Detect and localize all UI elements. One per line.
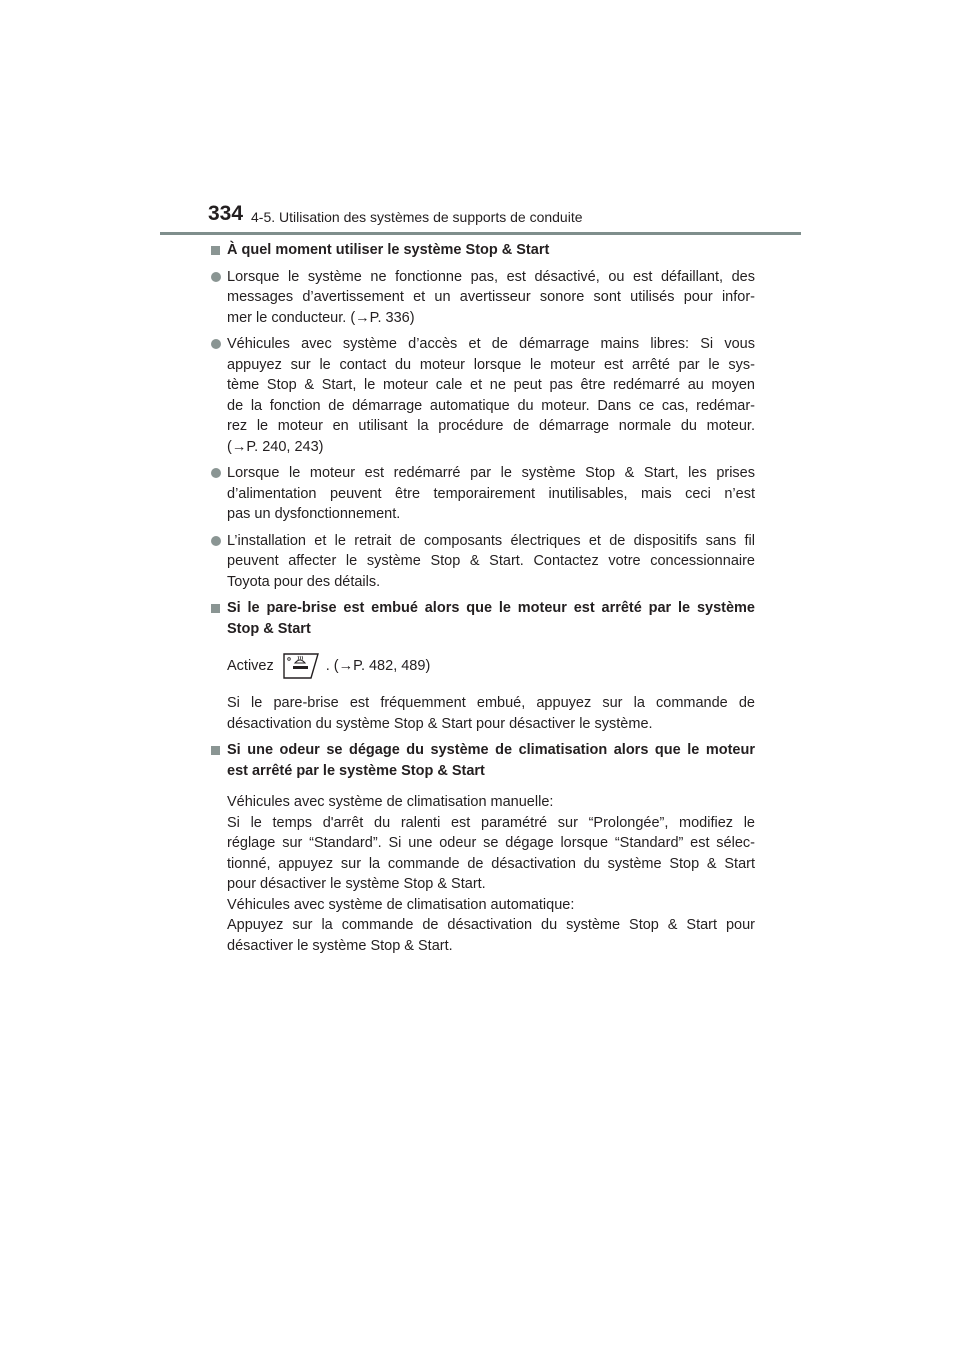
front-defroster-icon [282, 652, 320, 680]
section-heading [210, 740, 755, 781]
section-title: est arrêté par le système Stop & Start [227, 762, 485, 779]
text-line: (→P. 240, 243) [227, 438, 324, 455]
paragraph [210, 792, 755, 956]
page-content [210, 240, 755, 962]
section-heading [210, 240, 755, 261]
text-line: messages d’avertissement et un avertisseur sonore sont utilisés pour infor- [227, 289, 755, 305]
square-bullet-icon [211, 246, 220, 255]
text-line: pour désactiver le système Stop & Start. [227, 876, 486, 892]
text-line: L’installation et le retrait de composants électriques et de dispositifs sans fil [227, 532, 755, 549]
instruction-text: . (→P. 482, 489) [325, 657, 431, 674]
text-line: tème Stop & Start, le moteur cale et ne peut pas être redémarré au moyen [227, 377, 755, 393]
text-line: Véhicules avec système de climatisation automatique: [227, 896, 575, 913]
text-line: peuvent affecter le système Stop & Start. Contactez votre concessionnaire [227, 553, 755, 569]
text-line: Si le pare-brise est fréquemment embué, appuyez sur la commande de [227, 695, 755, 711]
list-item [210, 531, 755, 593]
section-heading [210, 598, 755, 639]
header-rule [160, 232, 801, 235]
round-bullet-icon [211, 468, 221, 478]
square-bullet-icon [211, 604, 220, 613]
section-title: À quel moment utiliser le système Stop & Start [227, 242, 550, 258]
list-item [210, 334, 755, 457]
square-bullet-icon [211, 746, 220, 755]
text-line: pas un dysfonctionnement. [227, 506, 401, 522]
text-line: rez le moteur en utilisant la procédure de démarrage normale du moteur. [227, 418, 755, 434]
section-title: Si une odeur se dégage du système de climatisation alors que le moteur [227, 742, 755, 758]
text-line: désactiver le système Stop & Start. [227, 937, 453, 954]
section-windshield-fogged [210, 598, 755, 734]
page-header [0, 0, 960, 240]
page-number: 334 [208, 202, 244, 225]
section-stop-start-usage [210, 240, 755, 592]
text-line: d’alimentation peuvent être temporairement inutilisables, mais ceci n’est [227, 485, 755, 502]
text-line: réglage sur “Standard”. Si une odeur se dégage lorsque “Standard” est sélec- [227, 835, 755, 851]
activate-instruction [210, 650, 755, 682]
text-line: Toyota pour des détails. [227, 573, 381, 590]
text-line: Lorsque le moteur est redémarré par le système Stop & Start, les prises [227, 465, 755, 481]
text-line: mer le conducteur. (→P. 336) [227, 309, 415, 326]
text-line: de la fonction de démarrage automatique du moteur. Dans ce cas, redémar- [227, 397, 755, 414]
round-bullet-icon [211, 272, 221, 282]
chapter-title: 4-5. Utilisation des systèmes de supports de conduite [251, 209, 583, 225]
text-line: Véhicules avec système de climatisation manuelle: [227, 794, 554, 810]
text-line: désactivation du système Stop & Start pour désactiver le système. [227, 715, 653, 732]
section-title: Stop & Start [227, 620, 311, 637]
list-item [210, 463, 755, 525]
text-line: Véhicules avec système d’accès et de démarrage mains libres: Si vous [227, 336, 755, 352]
list-item [210, 267, 755, 329]
text-line: appuyez sur le contact du moteur lorsque le moteur est arrêté par le sys- [227, 356, 755, 373]
section-title: Si le pare-brise est embué alors que le moteur est arrêté par le système [227, 600, 755, 616]
section-ac-odor [210, 740, 755, 956]
round-bullet-icon [211, 536, 221, 546]
text-line: tionné, appuyez sur la commande de désactivation du système Stop & Start [227, 855, 755, 872]
text-line: Si le temps d'arrêt du ralenti est paramétré sur “Prolongée”, modifiez le [227, 814, 755, 831]
paragraph [210, 693, 755, 734]
instruction-text: Activez [227, 657, 274, 674]
round-bullet-icon [211, 339, 221, 349]
text-line: Lorsque le système ne fonctionne pas, est désactivé, ou est défaillant, des [227, 268, 755, 285]
text-line: Appuyez sur la commande de désactivation du système Stop & Start pour [227, 917, 755, 933]
